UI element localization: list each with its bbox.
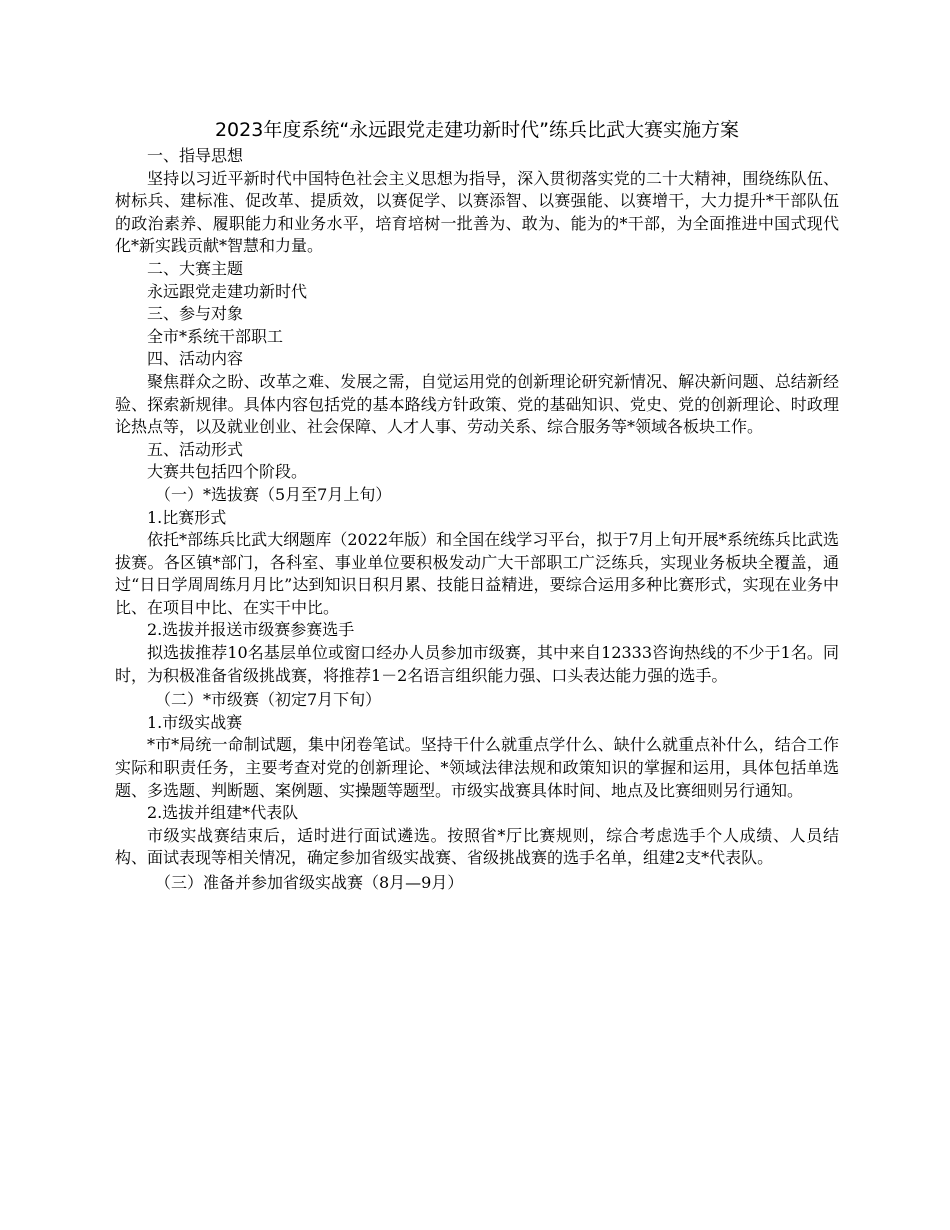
paragraph-participants: 全市*系统干部职工 [147, 326, 284, 346]
paragraph-select-contestants: 拟选拔推荐10名基层单位或窗口经办人员参加市级赛，其中来自12333咨询热线的不少于1名。同时，为积极准备省级挑战赛，将推荐1－2名语言组织能力强、口头表达能力强的选手。 [115, 643, 839, 685]
subsection-heading-selection: （一）*选拔赛（5月至7月上旬） [155, 484, 392, 504]
document-title: 2023年度系统“永远跟党走建功新时代”练兵比武大赛实施方案 [214, 119, 740, 141]
item-heading-select-contestants: 2.选拔并报送市级赛参赛选手 [147, 620, 355, 640]
section-heading-theme: 二、大赛主题 [147, 258, 244, 278]
paragraph-content: 聚焦群众之盼、改革之难、发展之需，自觉运用党的创新理论研究新情况、解决新问题、总结新经验、探索新规律。具体内容包括党的基本路线方针政策、党的基础知识、党史、党的创新理论、时政理论热点等，以及就业创业、社会保障、人才人事、劳动关系、综合服务等*领域各板块工作。 [115, 371, 839, 437]
paragraph-city-exam: *市*局统一命制试题，集中闭卷笔试。坚持干什么就重点学什么、缺什么就重点补什么，结合工作实际和职责任务，主要考查对党的创新理论、*领域法律法规和政策知识的掌握和运用，具体包括单选题、多选题、判断题、案例题、实操题等题型。市级实战赛具体时间、地点及比赛细则另行通知。 [115, 735, 839, 800]
section-heading-content: 四、活动内容 [147, 349, 244, 369]
paragraph-format-intro: 大赛共包括四个阶段。 [147, 462, 308, 482]
paragraph-competition-form: 依托*部练兵比武大纲题库（2022年版）和全国在线学习平台，拟于7月上旬开展*系统练兵比武选拔赛。各区镇*部门，各科室、事业单位要积极发动广大干部职工广泛练兵，实现业务板块全覆盖，通过“日日学周周练月月比”达到知识日积月累、技能日益精进，要综合运用多种比赛形式，实现在业务中比、在项目中比、在实干中比。 [115, 530, 839, 617]
item-heading-city-exam: 1.市级实战赛 [147, 712, 243, 732]
document-body [115, 117, 839, 895]
section-heading-participants: 三、参与对象 [147, 304, 244, 324]
subsection-heading-city-level: （二）*市级赛（初定7月下旬） [155, 690, 382, 710]
item-heading-form-team: 2.选拔并组建*代表队 [147, 803, 299, 823]
item-heading-competition-form: 1.比赛形式 [147, 507, 227, 527]
paragraph-theme: 永远跟党走建功新时代 [147, 281, 308, 301]
section-heading-guiding-ideology: 一、指导思想 [147, 146, 244, 165]
paragraph-form-team: 市级实战赛结束后，适时进行面试遴选。按照省*厅比赛规则，综合考虑选手个人成绩、人员结构、面试表现等相关情况，确定参加省级实战赛、省级挑战赛的选手名单，组建2支*代表队。 [115, 825, 839, 868]
section-heading-format: 五、活动形式 [147, 439, 244, 459]
paragraph-guiding-ideology: 坚持以习近平新时代中国特色社会主义思想为指导，深入贯彻落实党的二十大精神，围绕练队伍、树标兵、建标准、促改革、提质效，以赛促学、以赛添智、以赛强能、以赛增干，大力提升*干部队伍的政治素养、履职能力和业务水平，培育培树一批善为、敢为、能为的*干部，为全面推进中国式现代化*新实践贡献*智慧和力量。 [115, 168, 839, 256]
subsection-heading-provincial: （三）准备并参加省级实战赛（8月—9月） [155, 873, 464, 892]
